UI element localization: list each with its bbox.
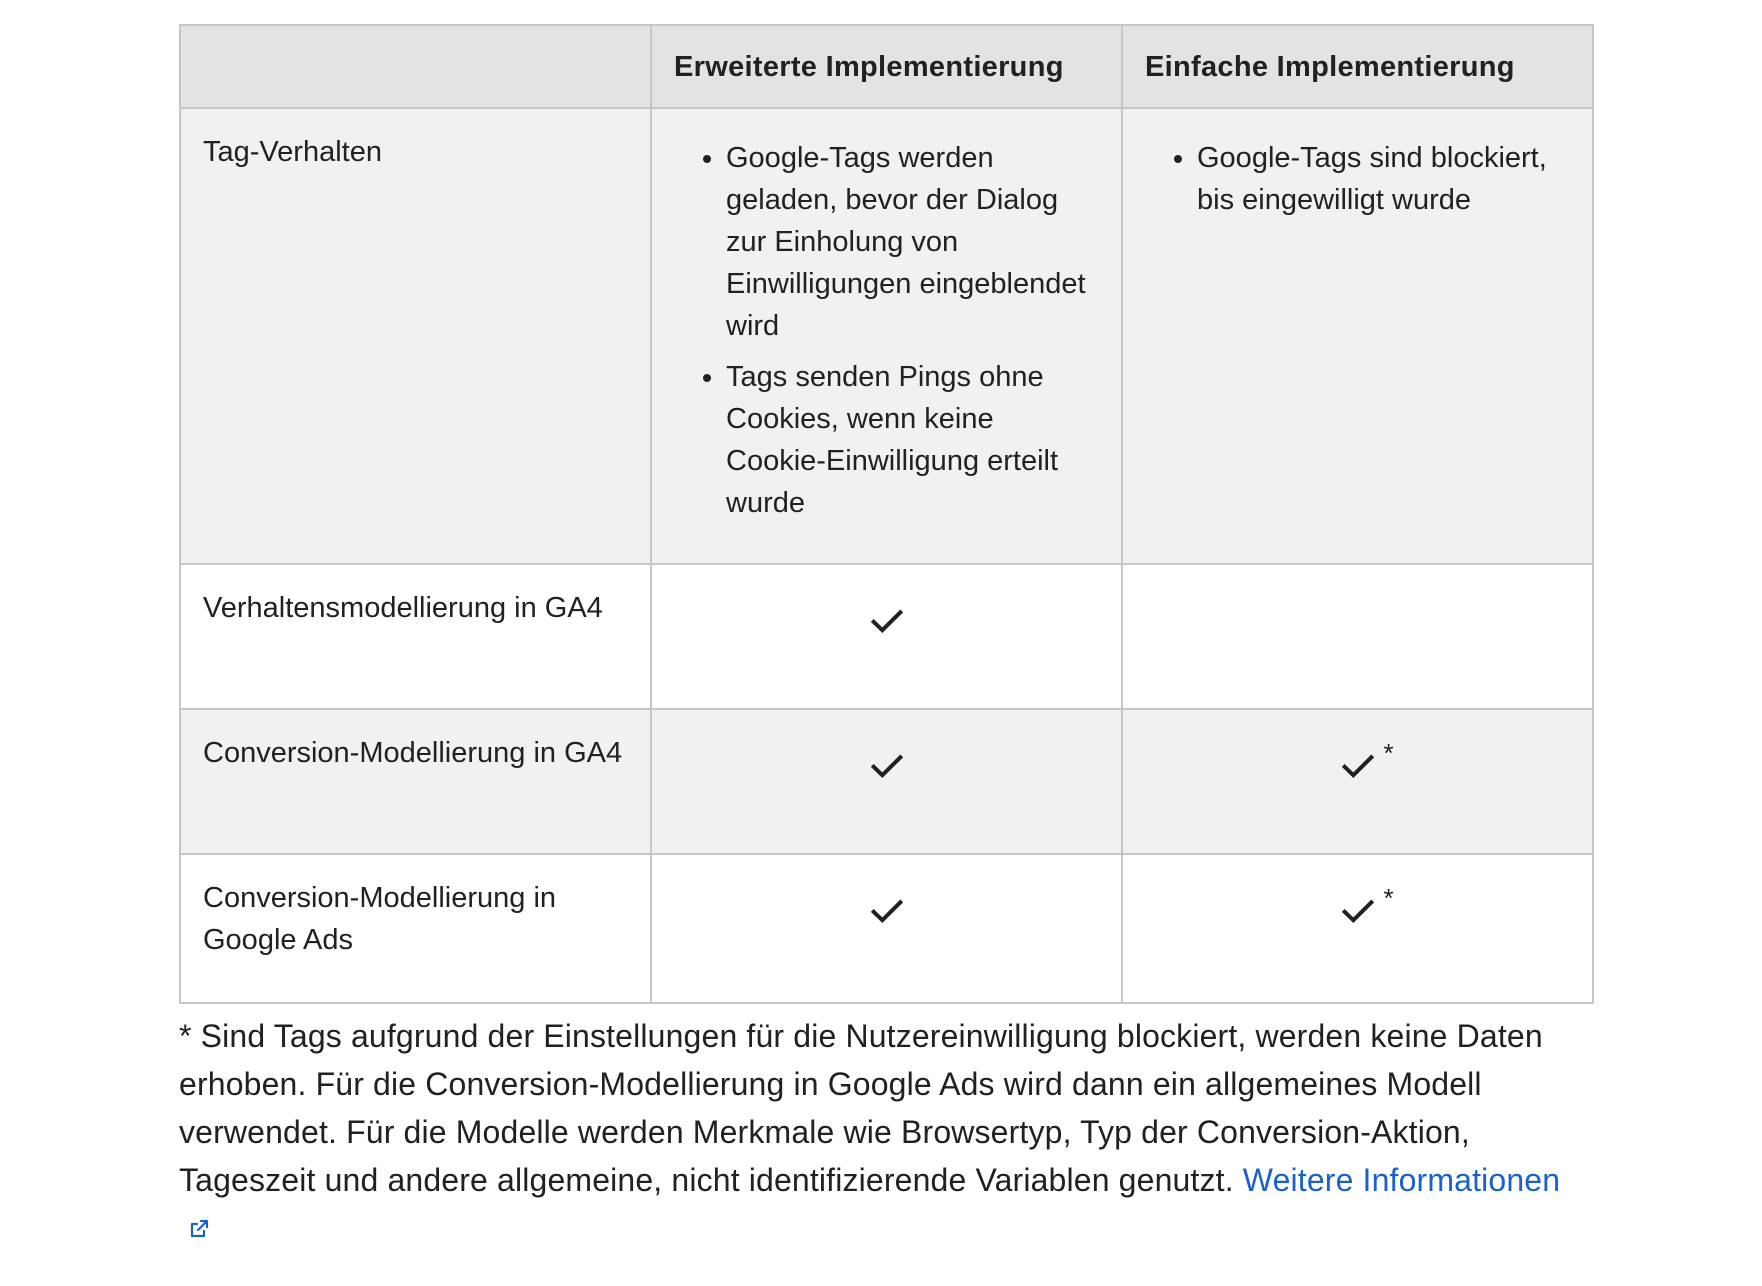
more-info-link-label: Weitere Informationen (1242, 1162, 1561, 1198)
external-link-icon (187, 1206, 211, 1254)
table-row (180, 564, 1593, 709)
advanced-behavioral-modeling-cell (651, 564, 1122, 709)
list-item: • Tags senden Pings ohne Cookies, wenn keine Cookie-Einwilligung erteilt wurde (726, 356, 1099, 524)
table-row (180, 854, 1593, 1003)
advanced-conversion-modeling-ads-cell (651, 854, 1122, 1003)
list-item: • Google-Tags werden geladen, bevor der Dialog zur Einholung von Einwilligungen eingeblendet wird (726, 137, 1099, 347)
basic-tag-behavior-cell (1122, 108, 1593, 564)
content-area (179, 24, 1592, 1286)
checkmark-icon (1338, 738, 1394, 786)
comparison-table (179, 24, 1594, 1004)
table-row (180, 108, 1593, 564)
advanced-conversion-modeling-ga4-cell (651, 709, 1122, 854)
row-label-tag-behavior: Tag-Verhalten (180, 108, 651, 564)
advanced-tag-behavior-cell (651, 108, 1122, 564)
row-label-conversion-modeling-ga4: Conversion-Modellierung in GA4 (180, 709, 651, 854)
row-label-behavioral-modeling-ga4: Verhaltensmodellierung in GA4 (180, 564, 651, 709)
row-label-conversion-modeling-google-ads: Conversion-Modellierung in Google Ads (180, 854, 651, 1003)
header-empty-cell (180, 25, 651, 108)
checkmark-icon (867, 746, 907, 786)
checkmark-icon (867, 891, 907, 931)
footnote-marker: * (1383, 738, 1394, 768)
basic-conversion-modeling-ga4-cell (1122, 709, 1593, 854)
list-item: • Google-Tags sind blockiert, bis eingewilligt wurde (1197, 137, 1570, 221)
bullet-list (674, 137, 1099, 524)
basic-behavioral-modeling-cell (1122, 564, 1593, 709)
footnote-marker: * (1383, 883, 1394, 913)
table-row (180, 709, 1593, 854)
checkmark-icon (867, 601, 907, 641)
basic-conversion-modeling-ads-cell (1122, 854, 1593, 1003)
header-basic-implementation: Einfache Implementierung (1122, 25, 1593, 108)
footnote-text: * Sind Tags aufgrund der Einstellungen für die Nutzereinwilligung blockiert, werden keine Daten erhoben. Für die Conversion-Modellierung in Google Ads wird dann ein allgemeines Modell verwendet. Für die Modelle werden Merkmale wie Browsertyp, Typ der Conversion-Aktion, Tageszeit und andere allgemeine, nicht identifizierende Variablen genutzt. (179, 1018, 1543, 1198)
bullet-list (1145, 137, 1570, 221)
table-header-row (180, 25, 1593, 108)
header-advanced-implementation: Erweiterte Implementierung (651, 25, 1122, 108)
checkmark-icon (1338, 883, 1394, 931)
footnote-paragraph (179, 1012, 1592, 1254)
